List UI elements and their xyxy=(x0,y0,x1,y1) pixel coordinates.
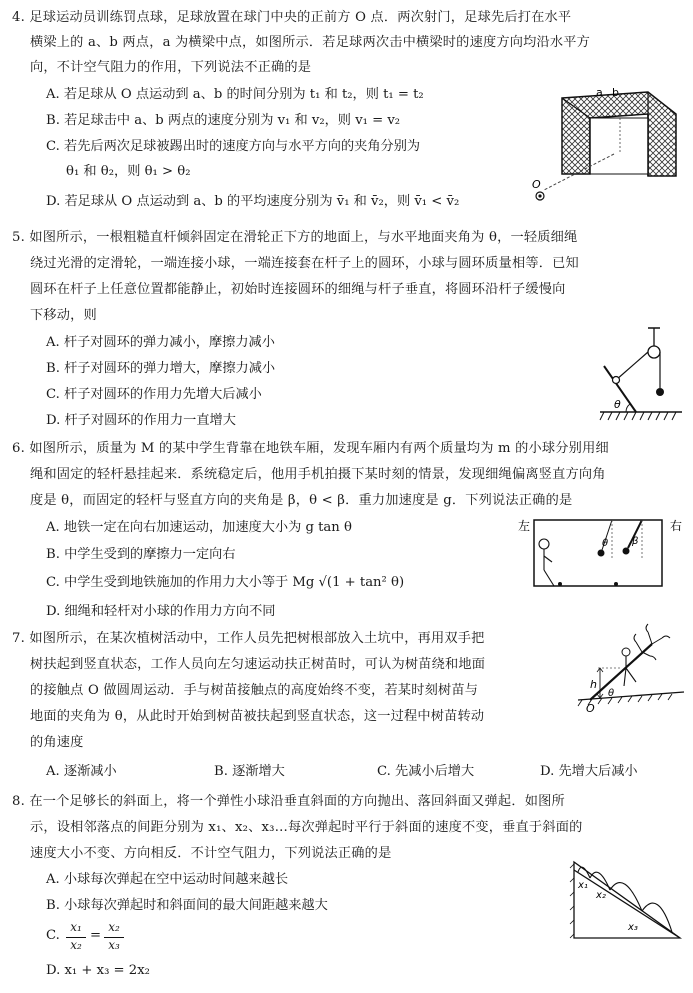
label-theta-q7: θ xyxy=(608,688,615,699)
q6-option-b: B. 中学生受到的摩擦力一定向右 xyxy=(46,547,236,562)
label-o-q7: O xyxy=(586,702,595,714)
tree-planting-figure xyxy=(576,622,686,714)
pulley-rod-figure xyxy=(598,324,684,424)
q8-frac1-den: x₂ xyxy=(70,938,82,952)
q8-stem-line-1: 8. 在一个足够长的斜面上，将一个弹性小球沿垂直斜面的方向抛出、落回斜面又弹起．如图所 xyxy=(12,794,565,809)
q7-stem-line-1: 7. 如图所示，在某次植树活动中，工作人员先把树根部放入土坑中，再用双手把 xyxy=(12,631,485,646)
q7-option-a: A. 逐渐减小 xyxy=(46,764,117,779)
q6-stem-line-1: 6. 如图所示，质量为 M 的某中学生背靠在地铁车厢，发现车厢内有两个质量均为 m 的小球分别用细 xyxy=(12,441,609,456)
q5-option-d: D. 杆子对圆环的作用力一直增大 xyxy=(46,413,236,428)
q7-stem-line-3: 的接触点 O 做圆周运动．手与树苗接触点的高度始终不变，若某时刻树苗与 xyxy=(30,683,479,698)
label-left: 左 xyxy=(518,519,531,533)
q8-frac1-num: x₁ xyxy=(70,920,82,934)
q8-equals: = xyxy=(90,928,102,943)
q7-option-d: D. 先增大后减小 xyxy=(540,764,638,779)
q6-stem-line-2: 绳和固定的轻杆悬挂起来．系统稳定后，他用手机拍摄下某时刻的情景，发现细绳偏离竖直方向角 xyxy=(30,467,606,482)
q6-option-d: D. 细绳和轻杆对小球的作用力方向不同 xyxy=(46,604,276,619)
label-o: O xyxy=(532,178,541,191)
q7-option-c: C. 先减小后增大 xyxy=(377,764,475,779)
label-theta: θ xyxy=(614,398,621,411)
q5-stem-line-3: 圆环在杆子上任意位置都能静止，初始时连接圆环的细绳与杆子垂直，将圆环沿杆子缓慢向 xyxy=(30,282,566,297)
q6-stem-line-3: 度是 θ，而固定的轻杆与竖直方向的夹角是 β，θ < β．重力加速度是 g．下列说法正确的是 xyxy=(30,493,573,508)
label-beta: β xyxy=(632,536,639,547)
label-a: a xyxy=(596,86,603,99)
q7-stem-line-2: 树扶起到竖直状态，工作人员向左匀速运动扶正树苗时，可认为树苗绕和地面 xyxy=(30,657,486,672)
q4-stem-line-2: 横梁上的 a、b 两点，a 为横梁中点，如图所示．若足球两次击中横梁时的速度方向均沿水平方 xyxy=(30,35,591,50)
q4-option-c: C. 若先后两次足球被踢出时的速度方向与水平方向的夹角分别为 xyxy=(46,139,421,154)
q5-stem-line-2: 绕过光滑的定滑轮，一端连接小球，一端连接套在杆子上的圆环，小球与圆环质量相等．已知 xyxy=(30,256,579,271)
goal-figure xyxy=(530,84,682,214)
q4-stem-line-3: 向，不计空气阻力的作用，下列说法不正确的是 xyxy=(30,60,312,75)
q6-option-c: C. 中学生受到地铁施加的作用力大小等于 Mg √(1 + tan² θ) xyxy=(46,575,405,590)
q4-stem-line-1: 4. 足球运动员训练罚点球，足球放置在球门中央的正前方 O 点．两次射门，足球先后打在水平 xyxy=(12,10,572,25)
q5-option-c: C. 杆子对圆环的作用力先增大后减小 xyxy=(46,387,262,402)
q5-option-a: A. 杆子对圆环的弹力减小，摩擦力减小 xyxy=(46,335,275,350)
q4-option-b: B. 若足球击中 a、b 两点的速度分别为 v₁ 和 v₂，则 v₁ = v₂ xyxy=(46,113,401,128)
q8-frac2-den: x₃ xyxy=(108,938,120,952)
q5-stem-line-4: 下移动，则 xyxy=(30,308,97,323)
label-theta-q6: θ xyxy=(602,538,609,549)
q8-option-b: B. 小球每次弹起时和斜面间的最大间距越来越大 xyxy=(46,898,328,913)
q8-option-c-prefix: C. xyxy=(46,928,60,943)
q7-stem-line-5: 的角速度 xyxy=(30,735,84,750)
q5-stem-line-1: 5. 如图所示，一根粗糙直杆倾斜固定在滑轮正下方的地面上，与水平地面夹角为 θ，一轻质细绳 xyxy=(12,230,578,245)
q8-stem-line-2: 示，设相邻落点的间距分别为 x₁、x₂、x₃…每次弹起时平行于斜面的速度不变，垂直于斜面的 xyxy=(30,820,583,835)
label-h: h xyxy=(590,678,597,691)
q4-option-d: D. 若足球从 O 点运动到 a、b 的平均速度分别为 v̄₁ 和 v̄₂，则 v̄₁ < v̄₂ xyxy=(46,194,460,209)
incline-bounce-figure xyxy=(568,858,686,942)
q4-option-c-cont: θ₁ 和 θ₂，则 θ₁ > θ₂ xyxy=(66,164,191,179)
q8-option-d: D. x₁ + x₃ = 2x₂ xyxy=(46,963,150,978)
subway-car-figure xyxy=(514,514,686,592)
q4-option-a: A. 若足球从 O 点运动到 a、b 的时间分别为 t₁ 和 t₂，则 t₁ = t₂ xyxy=(46,87,424,102)
label-x2: x₂ xyxy=(596,890,606,901)
q8-option-a: A. 小球每次弹起在空中运动时间越来越长 xyxy=(46,872,289,887)
label-right: 右 xyxy=(670,519,683,533)
q7-option-b: B. 逐渐增大 xyxy=(214,764,285,779)
label-x3: x₃ xyxy=(628,922,638,933)
q5-option-b: B. 杆子对圆环的弹力增大，摩擦力减小 xyxy=(46,361,276,376)
label-x1: x₁ xyxy=(578,880,588,891)
label-b: b xyxy=(612,86,619,99)
q7-stem-line-4: 地面的夹角为 θ，从此时开始到树苗被扶起到竖直状态，这一过程中树苗转动 xyxy=(30,709,485,724)
q6-option-a: A. 地铁一定在向右加速运动，加速度大小为 g tan θ xyxy=(46,520,352,535)
q8-frac2-num: x₂ xyxy=(108,920,120,934)
q8-stem-line-3: 速度大小不变、方向相反．不计空气阻力，下列说法正确的是 xyxy=(30,846,392,861)
